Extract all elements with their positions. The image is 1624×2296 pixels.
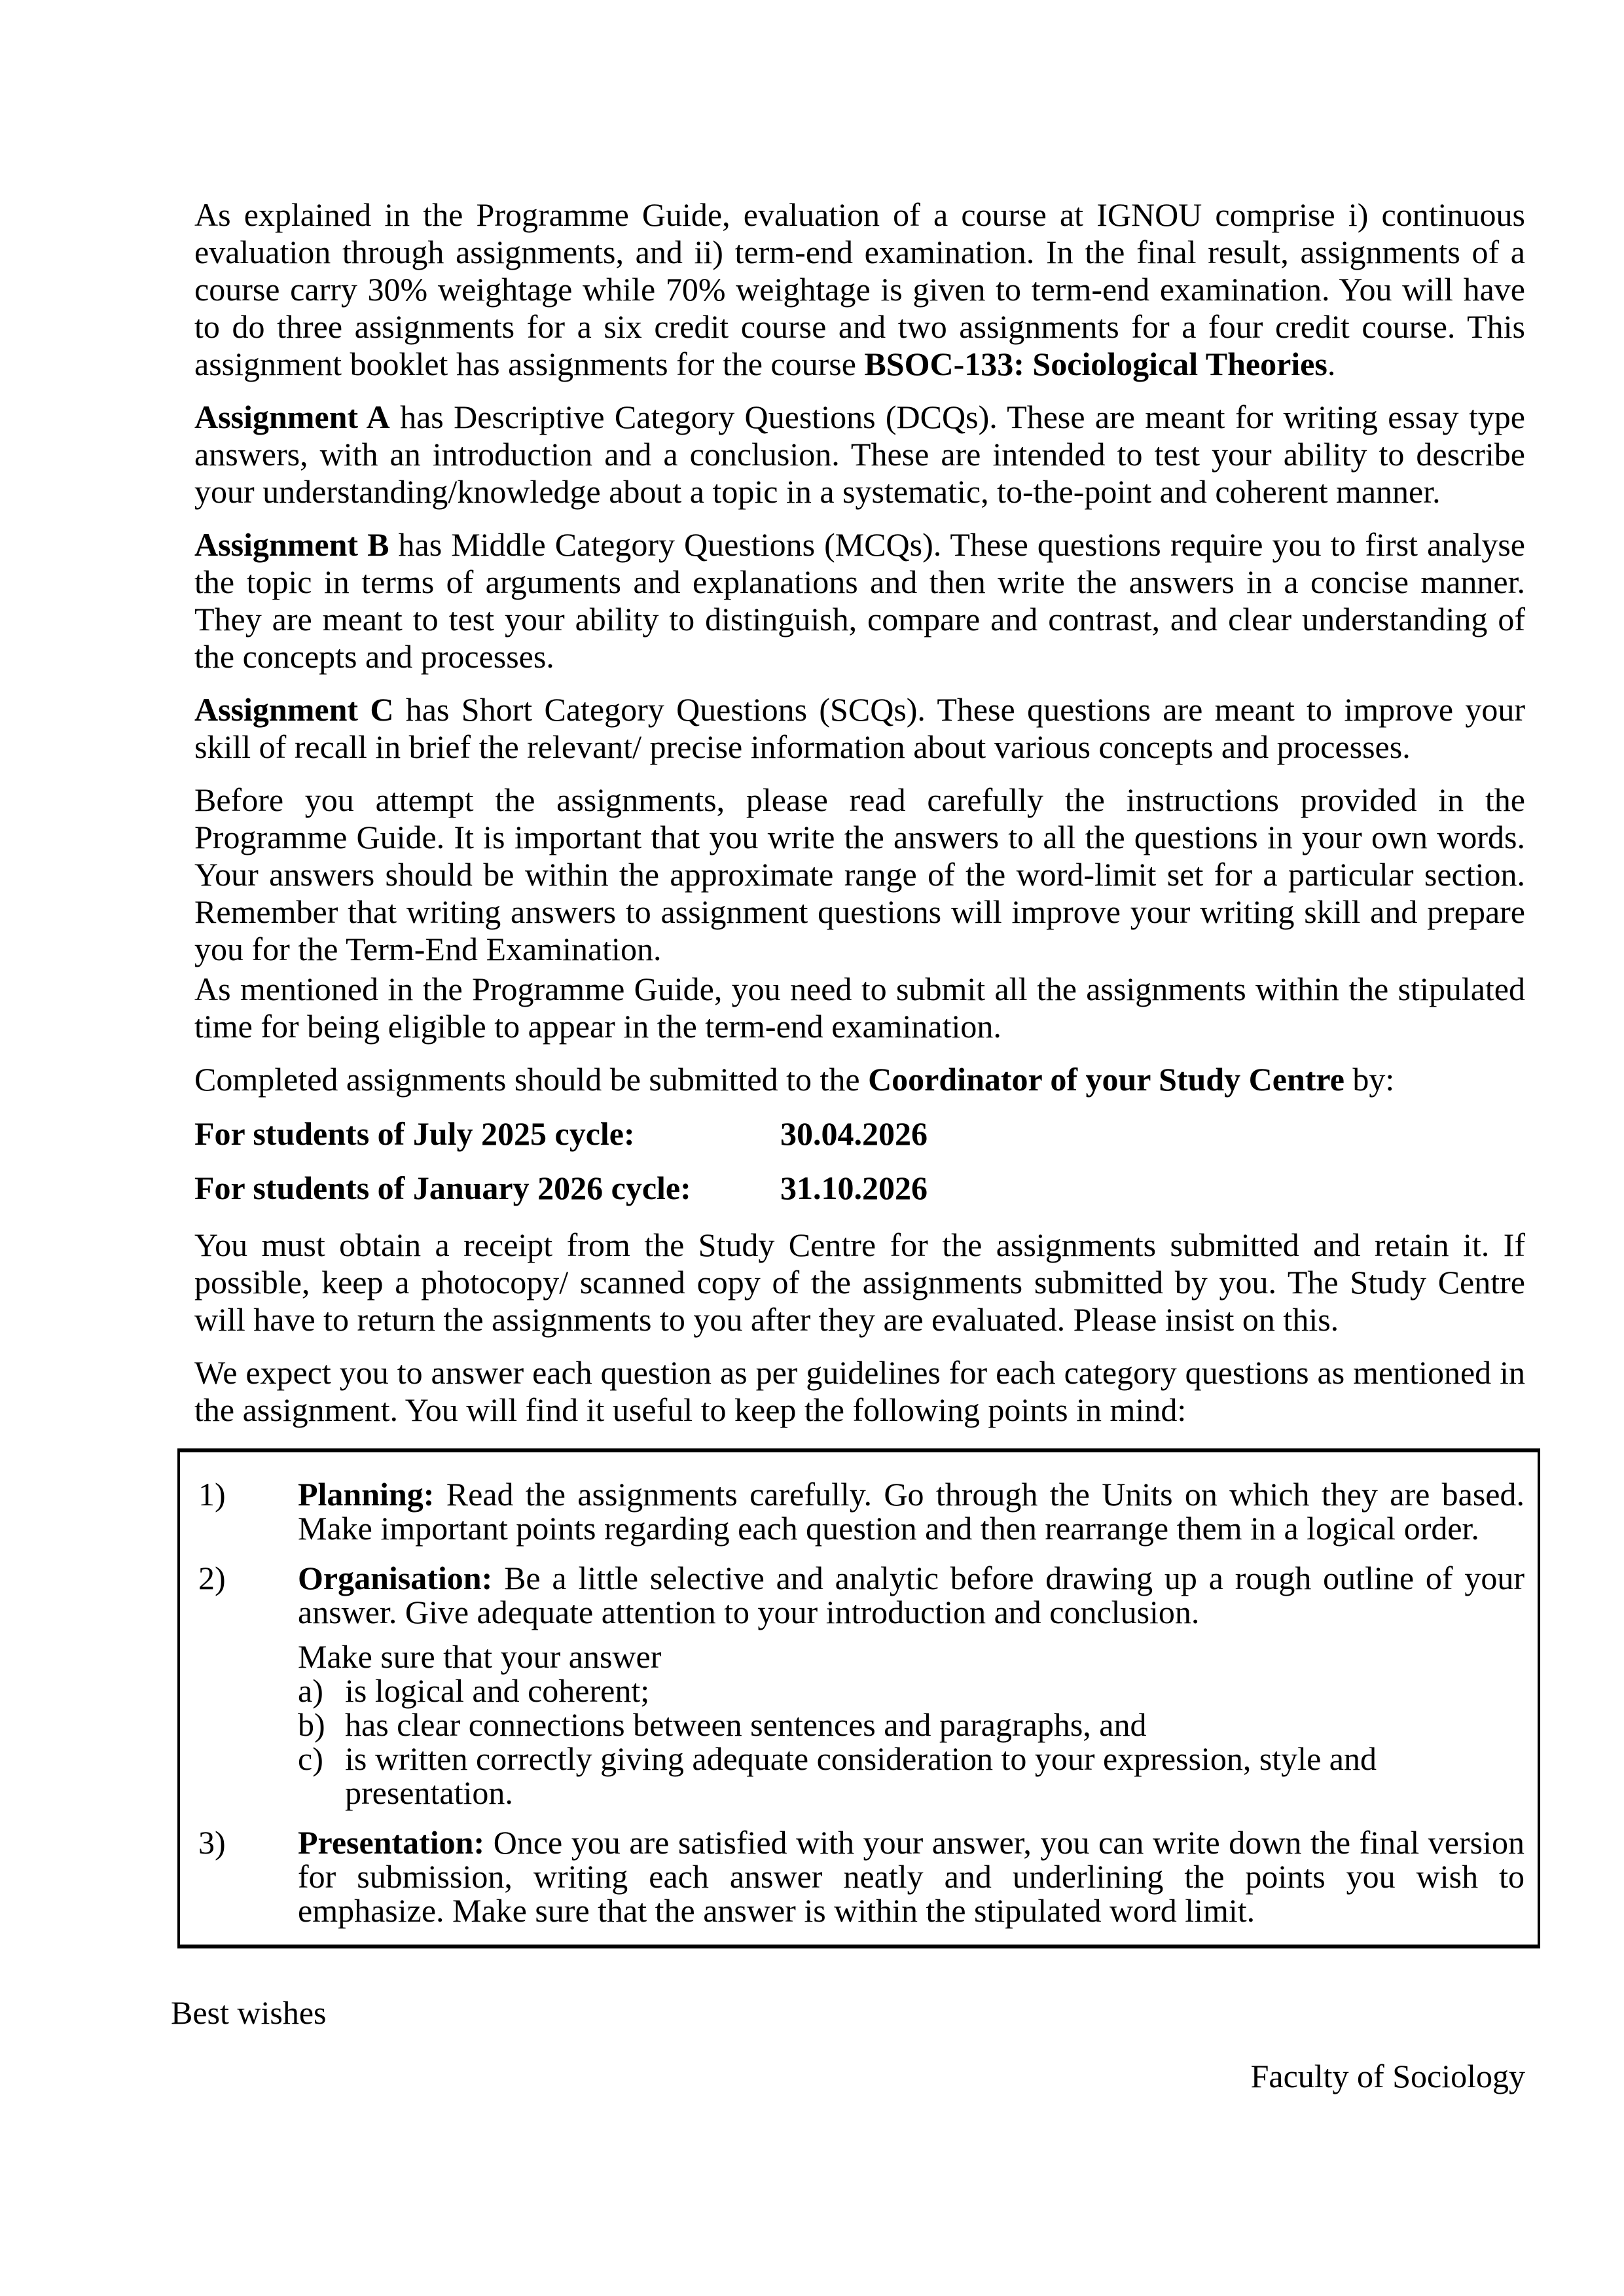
sub-letter: b) (298, 1706, 325, 1743)
planning-label: Planning: (298, 1476, 435, 1513)
deadline-label-july: For students of July 2025 cycle: (194, 1115, 635, 1152)
assignment-b-label: Assignment B (194, 526, 389, 563)
sub-text: is logical and coherent; (345, 1672, 650, 1709)
answer-sublist (298, 1674, 1525, 1810)
planning-text: Read the assignments carefully. Go through the Units on which they are based. Make important points regarding each question and then rearrange them in a logical order. (298, 1476, 1525, 1547)
assignment-c-paragraph (194, 691, 1525, 766)
intro-text-end: . (1327, 346, 1336, 382)
deadline-date-january: 31.10.2026 (780, 1170, 928, 1206)
assignment-a-paragraph (194, 399, 1525, 511)
item-text (298, 1477, 1525, 1545)
best-wishes: Best wishes (171, 1994, 327, 2031)
deadline-row-january (194, 1170, 1525, 1207)
sub-item-b (298, 1708, 1525, 1742)
assignment-a-text: has Descriptive Category Questions (DCQs). These are meant for writing essay type answers, with an introduction and a conclusion. These are intended to test your ability to describe your understanding/knowledge about a topic in a systematic, to-the-point and coherent manner. (194, 399, 1525, 510)
submission-time-paragraph: As mentioned in the Programme Guide, you need to submit all the assignments within the stipulated time for being eligible to appear in the term-end examination. (194, 971, 1525, 1045)
sub-text: has clear connections between sentences and paragraphs, and (345, 1706, 1147, 1743)
answer-note: Make sure that your answer (298, 1638, 662, 1675)
coordinator-bold: Coordinator of your Study Centre (868, 1061, 1344, 1098)
guideline-item-planning (198, 1477, 1525, 1545)
submit-to-text-end: by: (1344, 1061, 1395, 1098)
assignment-a-label: Assignment A (194, 399, 390, 435)
sub-text: is written correctly giving adequate consideration to your expression, style and presentation. (345, 1740, 1377, 1811)
deadline-label-january: For students of January 2026 cycle: (194, 1170, 691, 1206)
instructions-paragraph: Before you attempt the assignments, please read carefully the instructions provided in the Programme Guide. It is important that you write the answers to all the questions in your own words. Your answers should be within the approximate range of the word-limit set for a particular section. Remember that writing answers to assignment questions will improve your writing skill and prepare you for the Term-End Examination. (194, 781, 1525, 967)
sub-item-c (298, 1742, 1525, 1810)
sub-letter: a) (298, 1672, 323, 1709)
deadline-date-july: 30.04.2026 (780, 1115, 928, 1152)
item-text (298, 1561, 1525, 1810)
item-text (298, 1825, 1525, 1928)
intro-text: As explained in the Programme Guide, evaluation of a course at IGNOU comprise i) continuous evaluation through assignments, and ii) term-end examination. In the final result, assignments of a course carry 30% weightage while 70% weightage is given to term-end examination. You will have to do three assignments for a six credit course and two assignments for a four credit course. This assignment booklet has assignments for the course (194, 196, 1525, 382)
assignment-c-text: has Short Category Questions (SCQs). These questions are meant to improve your skill of recall in brief the relevant/ precise information about various concepts and processes. (194, 691, 1525, 765)
organisation-main (298, 1560, 1525, 1630)
organisation-text: Be a little selective and analytic before drawing up a rough outline of your answer. Give adequate attention to your introduction and conclusion. (298, 1560, 1525, 1630)
guideline-item-presentation (198, 1825, 1525, 1928)
guideline-item-organisation (198, 1561, 1525, 1810)
assignment-b-text: has Middle Category Questions (MCQs). These questions require you to first analyse the topic in terms of arguments and explanations and then write the answers in a concise manner. They are meant to test your ability to distinguish, compare and contrast, and clear understanding of the concepts and processes. (194, 526, 1525, 675)
faculty-signature: Faculty of Sociology (1250, 2058, 1525, 2094)
intro-paragraph (194, 196, 1525, 383)
sub-letter: c) (298, 1740, 323, 1777)
course-code-bold: BSOC-133: Sociological Theories (864, 346, 1327, 382)
guidelines-box (177, 1448, 1540, 1948)
presentation-text: Once you are satisfied with your answer, you can write down the final version for submission, writing each answer neatly and underlining the points you wish to emphasize. Make sure that the answer is within the stipulated word limit. (298, 1824, 1525, 1929)
item-number: 3) (198, 1824, 226, 1861)
assignment-b-paragraph (194, 526, 1525, 675)
guidelines-intro-paragraph: We expect you to answer each question as per guidelines for each category questions as mentioned in the assignment. You will find it useful to keep the following points in mind: (194, 1354, 1525, 1428)
item-number: 1) (198, 1476, 226, 1513)
organisation-label: Organisation: (298, 1560, 493, 1596)
receipt-paragraph: You must obtain a receipt from the Study Centre for the assignments submitted and retain it. If possible, keep a photocopy/ scanned copy of the assignments submitted by you. The Study Centre will have to return the assignments to you after they are evaluated. Please insist on this. (194, 1227, 1525, 1338)
submit-to-paragraph (194, 1061, 1525, 1098)
deadline-row-july (194, 1115, 1525, 1153)
presentation-label: Presentation: (298, 1824, 485, 1861)
sub-item-a (298, 1674, 1525, 1708)
submit-to-text: Completed assignments should be submitted to the (194, 1061, 869, 1098)
item-number: 2) (198, 1560, 226, 1596)
assignment-c-label: Assignment C (194, 691, 394, 728)
